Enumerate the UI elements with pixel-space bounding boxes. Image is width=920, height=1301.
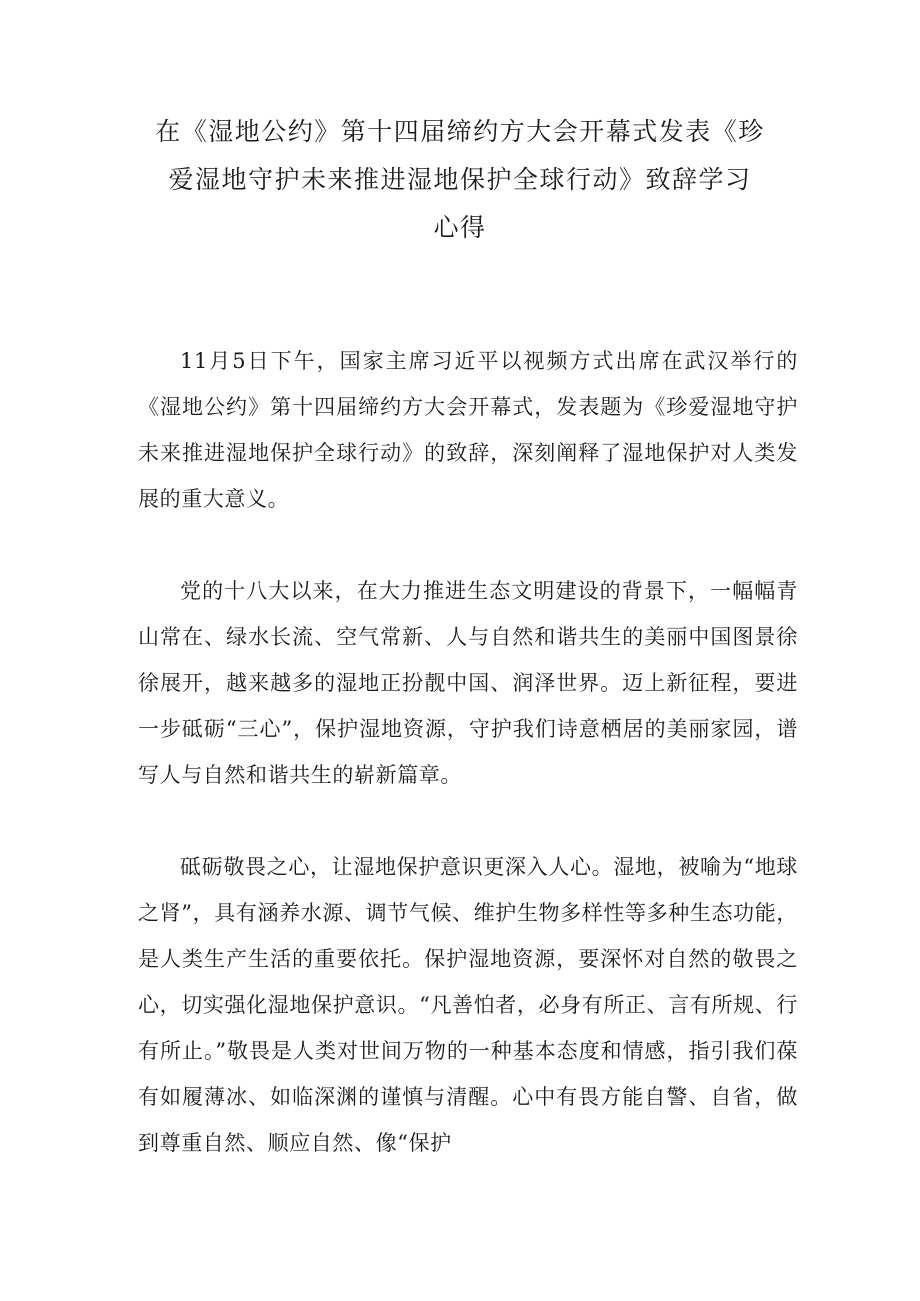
- paragraph-2: 党的十八大以来，在大力推进生态文明建设的背景下，一幅幅青山常在、绿水长流、空气常新、人与自然和谐共生的美丽中国图景徐徐展开，越来越多的湿地正扮靓中国、润泽世界。迈上新征程，要进一步砥砺“三心”，保护湿地资源，守护我们诗意栖居的美丽家园，谱写人与自然和谐共生的崭新篇章。: [138, 579, 798, 787]
- paragraph-3: 砥砺敬畏之心，让湿地保护意识更深入人心。湿地，被喻为“地球之肾”，具有涵养水源、调节气候、维护生物多样性等多种生态功能，是人类生产生活的重要依托。保护湿地资源，要深怀对自然的敬畏之心，切实强化湿地保护意识。“凡善怕者，必身有所正、言有所规、行有所止。”敬畏是人类对世间万物的一种基本态度和情感，指引我们葆有如履薄冰、如临深渊的谨慎与清醒。心中有畏方能自警、自省，做到尊重自然、顺应自然、像“保护: [138, 855, 798, 1155]
- document-title: [130, 108, 790, 252]
- title-line-3: 心得: [433, 213, 487, 242]
- title-line-2: 爱湿地守护未来推进湿地保护全球行动》致辞学习: [168, 165, 752, 194]
- document-body: [138, 338, 798, 1212]
- title-line-1: 在《湿地公约》第十四届缔约方大会开幕式发表《珍: [155, 117, 765, 146]
- paragraph-1: 11月5日下午，国家主席习近平以视频方式出席在武汉举行的《湿地公约》第十四届缔约方大会开幕式，发表题为《珍爱湿地守护未来推进湿地保护全球行动》的致辞，深刻阐释了湿地保护对人类发展的重大意义。: [138, 349, 798, 511]
